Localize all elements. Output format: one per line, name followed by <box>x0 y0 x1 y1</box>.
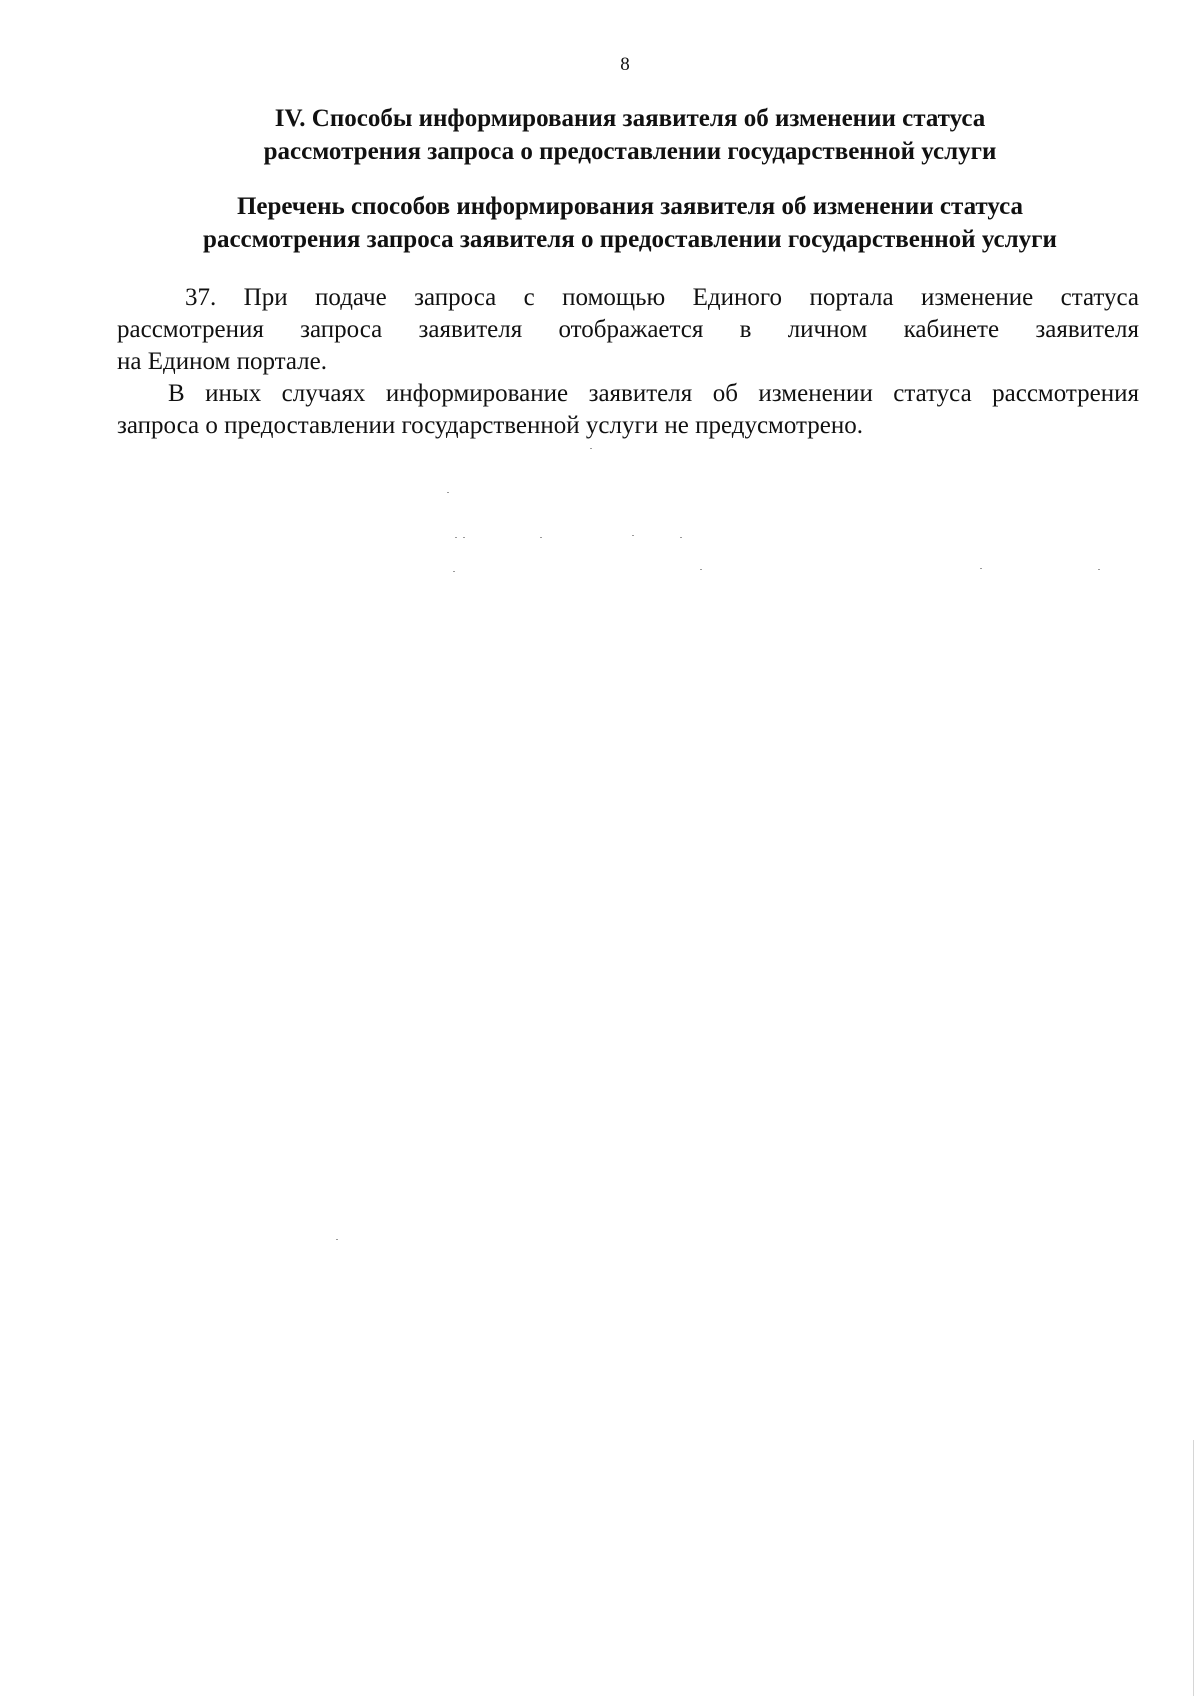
page-number: 8 <box>620 54 630 75</box>
scan-speck <box>540 537 542 538</box>
scan-speck <box>1098 569 1100 570</box>
subheading-line-1: Перечень способов информирования заявителя об изменении статуса <box>236 193 1024 220</box>
paragraph-37-line-1: 37. При подаче запроса с помощью Единого портала изменение статуса <box>185 284 1139 311</box>
scan-speck <box>680 537 682 538</box>
paragraph-37-line-2: рассмотрения запроса заявителя отображается в личном кабинете заявителя <box>117 316 1139 343</box>
paragraph-other-line-2: запроса о предоставлении государственной услуги не предусмотрено. <box>117 412 863 439</box>
section-heading-line-1: IV. Способы информирования заявителя об изменении статуса <box>274 105 986 132</box>
section-heading <box>110 102 1150 168</box>
paragraph-other-cases <box>117 378 1139 442</box>
scan-speck <box>455 537 457 538</box>
subheading-line-2: рассмотрения запроса заявителя о предоставлении государственной услуги <box>203 226 1057 253</box>
scan-speck <box>447 492 449 493</box>
scan-speck <box>632 535 634 536</box>
subheading <box>110 190 1150 256</box>
scan-speck <box>336 1239 338 1240</box>
paragraph-37 <box>117 282 1139 378</box>
scan-speck <box>980 568 982 569</box>
scan-speck <box>453 571 455 572</box>
scan-edge <box>1193 1440 1194 1696</box>
scan-speck <box>700 569 702 570</box>
section-heading-line-2: рассмотрения запроса о предоставлении государственной услуги <box>263 138 997 165</box>
paragraph-37-line-3: на Едином портале. <box>117 348 327 375</box>
paragraph-other-line-1: В иных случаях информирование заявителя об изменении статуса рассмотрения <box>168 380 1139 407</box>
scan-speck <box>463 537 465 538</box>
scan-speck <box>590 448 592 449</box>
